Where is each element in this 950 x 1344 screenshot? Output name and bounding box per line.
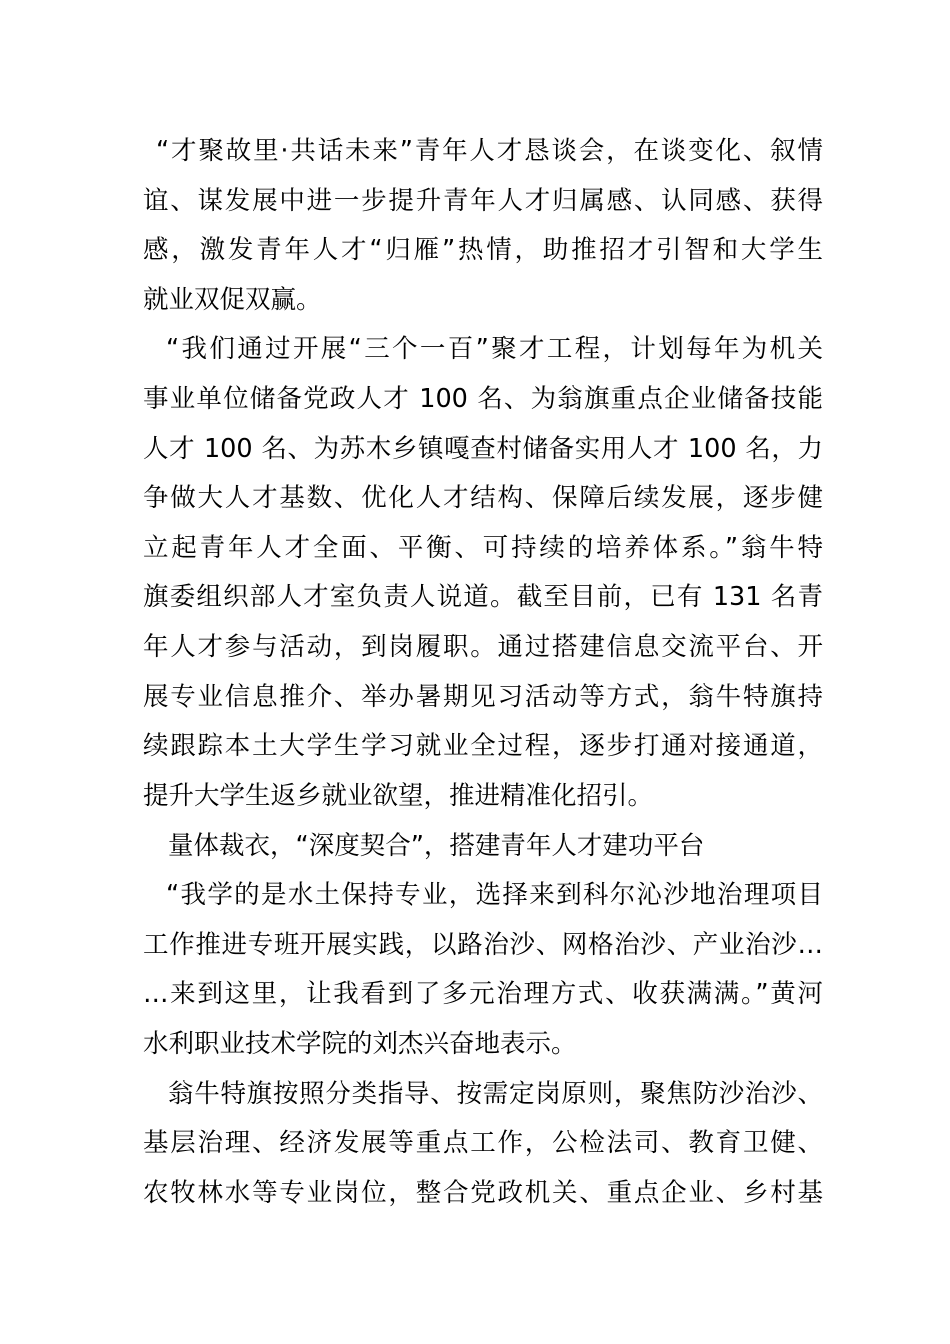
text-line: 感，激发青年人才“归雁”热情，助推招才引智和大学生: [143, 235, 823, 265]
section-heading: 量体裁衣，“深度契合”，搭建青年人才建功平台: [168, 831, 705, 861]
text-line: 旗委组织部人才室负责人说道。截至目前，已有 131 名青: [143, 582, 823, 612]
text-line: 谊、谋发展中进一步提升青年人才归属感、认同感、获得: [143, 186, 823, 216]
text-line: “我们通过开展“三个一百”聚才工程，计划每年为机关: [166, 334, 823, 364]
text-line: “我学的是水土保持专业，选择来到科尔沁沙地治理项目: [166, 880, 823, 910]
text-line: “才聚故里·共话未来”青年人才恳谈会，在谈变化、叙情: [156, 136, 823, 166]
text-line: 基层治理、经济发展等重点工作，公检法司、教育卫健、: [143, 1128, 823, 1158]
text-line: 提升大学生返乡就业欲望，推进精准化招引。: [143, 781, 654, 811]
text-line: 水利职业技术学院的刘杰兴奋地表示。: [143, 1029, 577, 1059]
text-line: 年人才参与活动，到岗履职。通过搭建信息交流平台、开: [143, 632, 823, 662]
text-line: 展专业信息推介、举办暑期见习活动等方式，翁牛特旗持: [143, 682, 823, 712]
text-line: 事业单位储备党政人才 100 名、为翁旗重点企业储备技能: [143, 384, 823, 414]
text-line: 工作推进专班开展实践，以路治沙、网格治沙、产业治沙…: [143, 930, 823, 960]
text-line: 人才 100 名、为苏木乡镇嘎查村储备实用人才 100 名，力: [143, 434, 823, 464]
text-line: 续跟踪本土大学生学习就业全过程，逐步打通对接通道，: [143, 731, 823, 761]
text-line: 农牧林水等专业岗位，整合党政机关、重点企业、乡村基: [143, 1178, 823, 1208]
text-line: 翁牛特旗按照分类指导、按需定岗原则，聚焦防沙治沙、: [168, 1079, 823, 1109]
text-line: 就业双促双赢。: [143, 285, 322, 315]
text-line: 争做大人才基数、优化人才结构、保障后续发展，逐步健: [143, 483, 823, 513]
text-line: 立起青年人才全面、平衡、可持续的培养体系。”翁牛特: [143, 533, 823, 563]
text-line: …来到这里，让我看到了多元治理方式、收获满满。”黄河: [143, 979, 823, 1009]
